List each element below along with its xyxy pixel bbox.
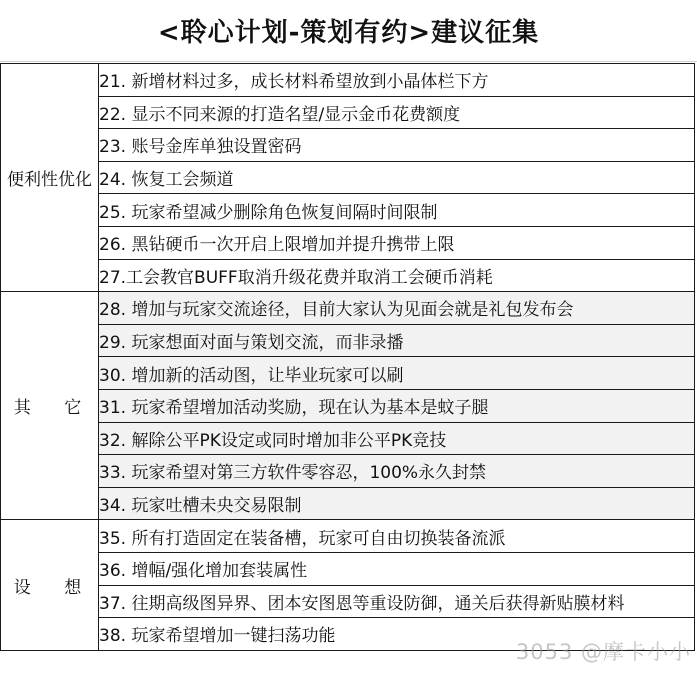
table-row (1, 389, 695, 422)
table-row (1, 226, 695, 259)
category-cell-other: 其 它 (1, 292, 99, 520)
table-row (1, 194, 695, 227)
list-item: 28. 增加与玩家交流途径，目前大家认为见面会就是礼包发布会 (99, 292, 695, 325)
list-item: 37. 往期高级图异界、团本安图恩等重设防御，通关后获得新贴膜材料 (99, 585, 695, 618)
list-item: 24. 恢复工会频道 (99, 161, 695, 194)
list-item: 22. 显示不同来源的打造名望/显示金币花费额度 (99, 96, 695, 129)
table-row (1, 324, 695, 357)
list-item: 36. 增幅/强化增加套装属性 (99, 552, 695, 585)
table-row (1, 259, 695, 292)
table-row (1, 64, 695, 97)
table-row (1, 161, 695, 194)
list-item: 29. 玩家想面对面与策划交流，而非录播 (99, 324, 695, 357)
table-row (1, 487, 695, 520)
table-row (1, 292, 695, 325)
list-item: 23. 账号金库单独设置密码 (99, 129, 695, 162)
list-item: 32. 解除公平PK设定或同时增加非公平PK竞技 (99, 422, 695, 455)
list-item: 38. 玩家希望增加一键扫荡功能 (99, 618, 695, 651)
list-item: 26. 黑钻硬币一次开启上限增加并提升携带上限 (99, 226, 695, 259)
table-row (1, 129, 695, 162)
suggestion-table (0, 63, 695, 651)
table-row (1, 618, 695, 651)
table-row (1, 585, 695, 618)
list-item: 35. 所有打造固定在装备槽，玩家可自由切换装备流派 (99, 520, 695, 553)
table-row (1, 520, 695, 553)
table-row (1, 552, 695, 585)
category-cell-ideas: 设 想 (1, 520, 99, 650)
list-item: 31. 玩家希望增加活动奖励，现在认为基本是蚊子腿 (99, 389, 695, 422)
page-title: <聆心计划-策划有约>建议征集 (0, 0, 697, 62)
table-row (1, 357, 695, 390)
table-row (1, 96, 695, 129)
list-item: 27.工会教官BUFF取消升级花费并取消工会硬币消耗 (99, 259, 695, 292)
list-item: 33. 玩家希望对第三方软件零容忍，100%永久封禁 (99, 455, 695, 488)
table-row (1, 455, 695, 488)
list-item: 30. 增加新的活动图，让毕业玩家可以刷 (99, 357, 695, 390)
list-item: 34. 玩家吐槽未央交易限制 (99, 487, 695, 520)
list-item: 21. 新增材料过多，成长材料希望放到小晶体栏下方 (99, 64, 695, 97)
category-cell-convenience: 便利性优化 (1, 64, 99, 292)
list-item: 25. 玩家希望减少删除角色恢复间隔时间限制 (99, 194, 695, 227)
watermark: 3053 @摩卡小小 (515, 640, 691, 664)
table-row (1, 422, 695, 455)
